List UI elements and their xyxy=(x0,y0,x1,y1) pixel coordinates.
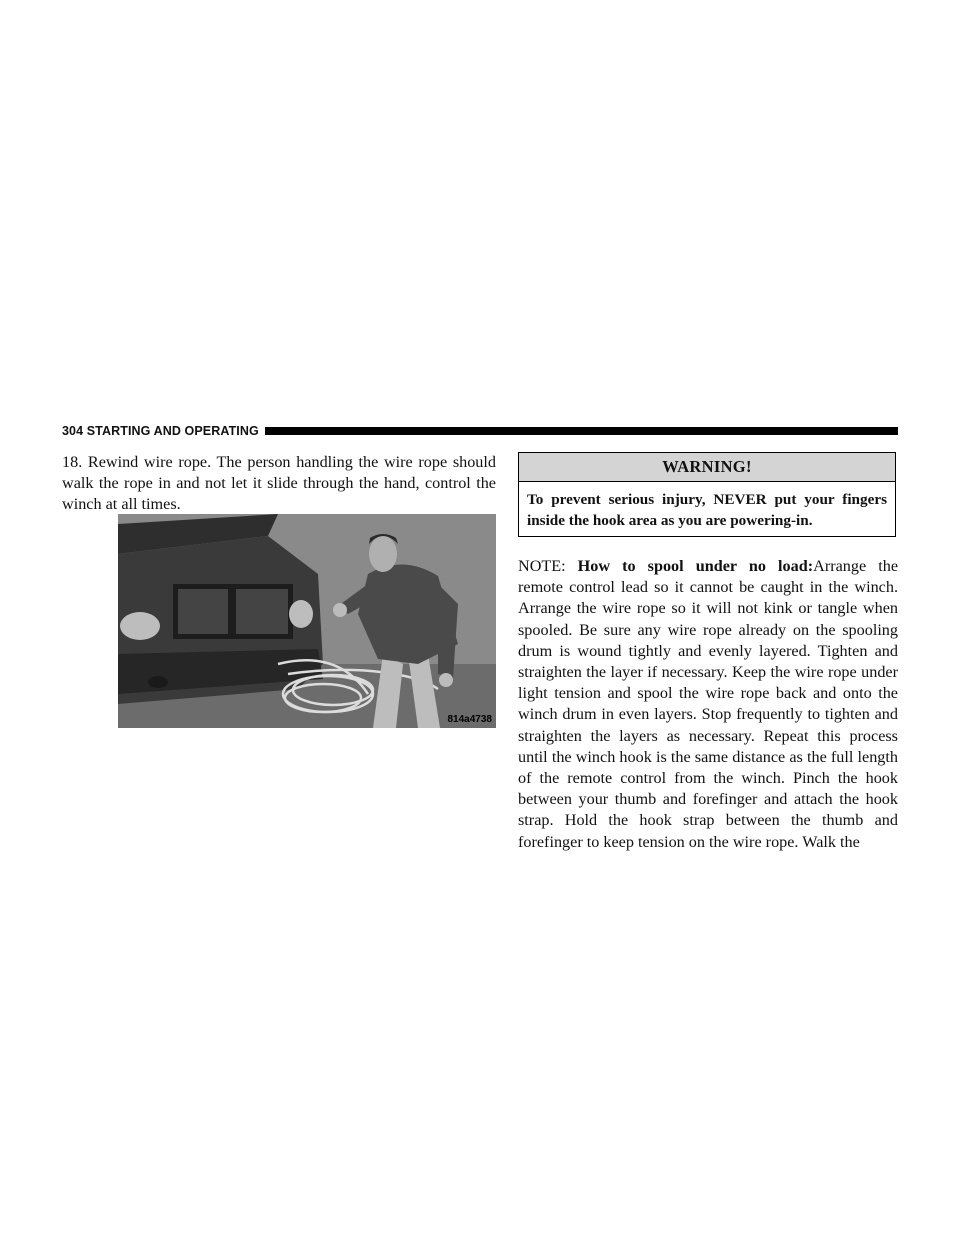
header-rule xyxy=(265,427,898,435)
left-column xyxy=(62,452,496,516)
warning-title: WARNING! xyxy=(519,453,895,482)
note-section xyxy=(518,556,898,853)
note-text: Arrange the remote control lead so it cannot be caught in the winch. Arrange the wire rope so it will not kink or tangle when spooled. Be sure any wire rope already on the spooling drum is wound tightly and evenly layered. Tighten and straighten the layer if necessary. Keep the wire rope under light tension and spool the wire rope back and onto the winch drum in even layers. Stop frequently to tighten and straighten the layers as necessary. Repeat this process until the winch hook is the same distance as the full length of the remote control from the winch. Pinch the hook between your thumb and forefinger and attach the hook strap. Hold the hook strap between the thumb and forefinger to keep tension on the wire rope. Walk the xyxy=(518,557,898,851)
note-paragraph xyxy=(518,556,898,853)
warning-text: To prevent serious injury, NEVER put your fingers inside the hook area as you are powering-in. xyxy=(527,491,887,529)
warning-box xyxy=(518,452,896,537)
note-heading: How to spool under no load: xyxy=(577,557,814,575)
page-number-section-title: 304 STARTING AND OPERATING xyxy=(62,424,259,438)
page-header xyxy=(62,422,898,440)
figure-code: 814a4738 xyxy=(447,714,492,725)
step-18-text: 18. Rewind wire rope. The person handling the wire rope should walk the rope in and not let it slide through the hand, control the winch at all times. xyxy=(62,453,496,514)
illustration-drawing xyxy=(118,514,496,728)
winch-rewind-illustration xyxy=(118,514,496,728)
note-label: NOTE: xyxy=(518,557,566,575)
